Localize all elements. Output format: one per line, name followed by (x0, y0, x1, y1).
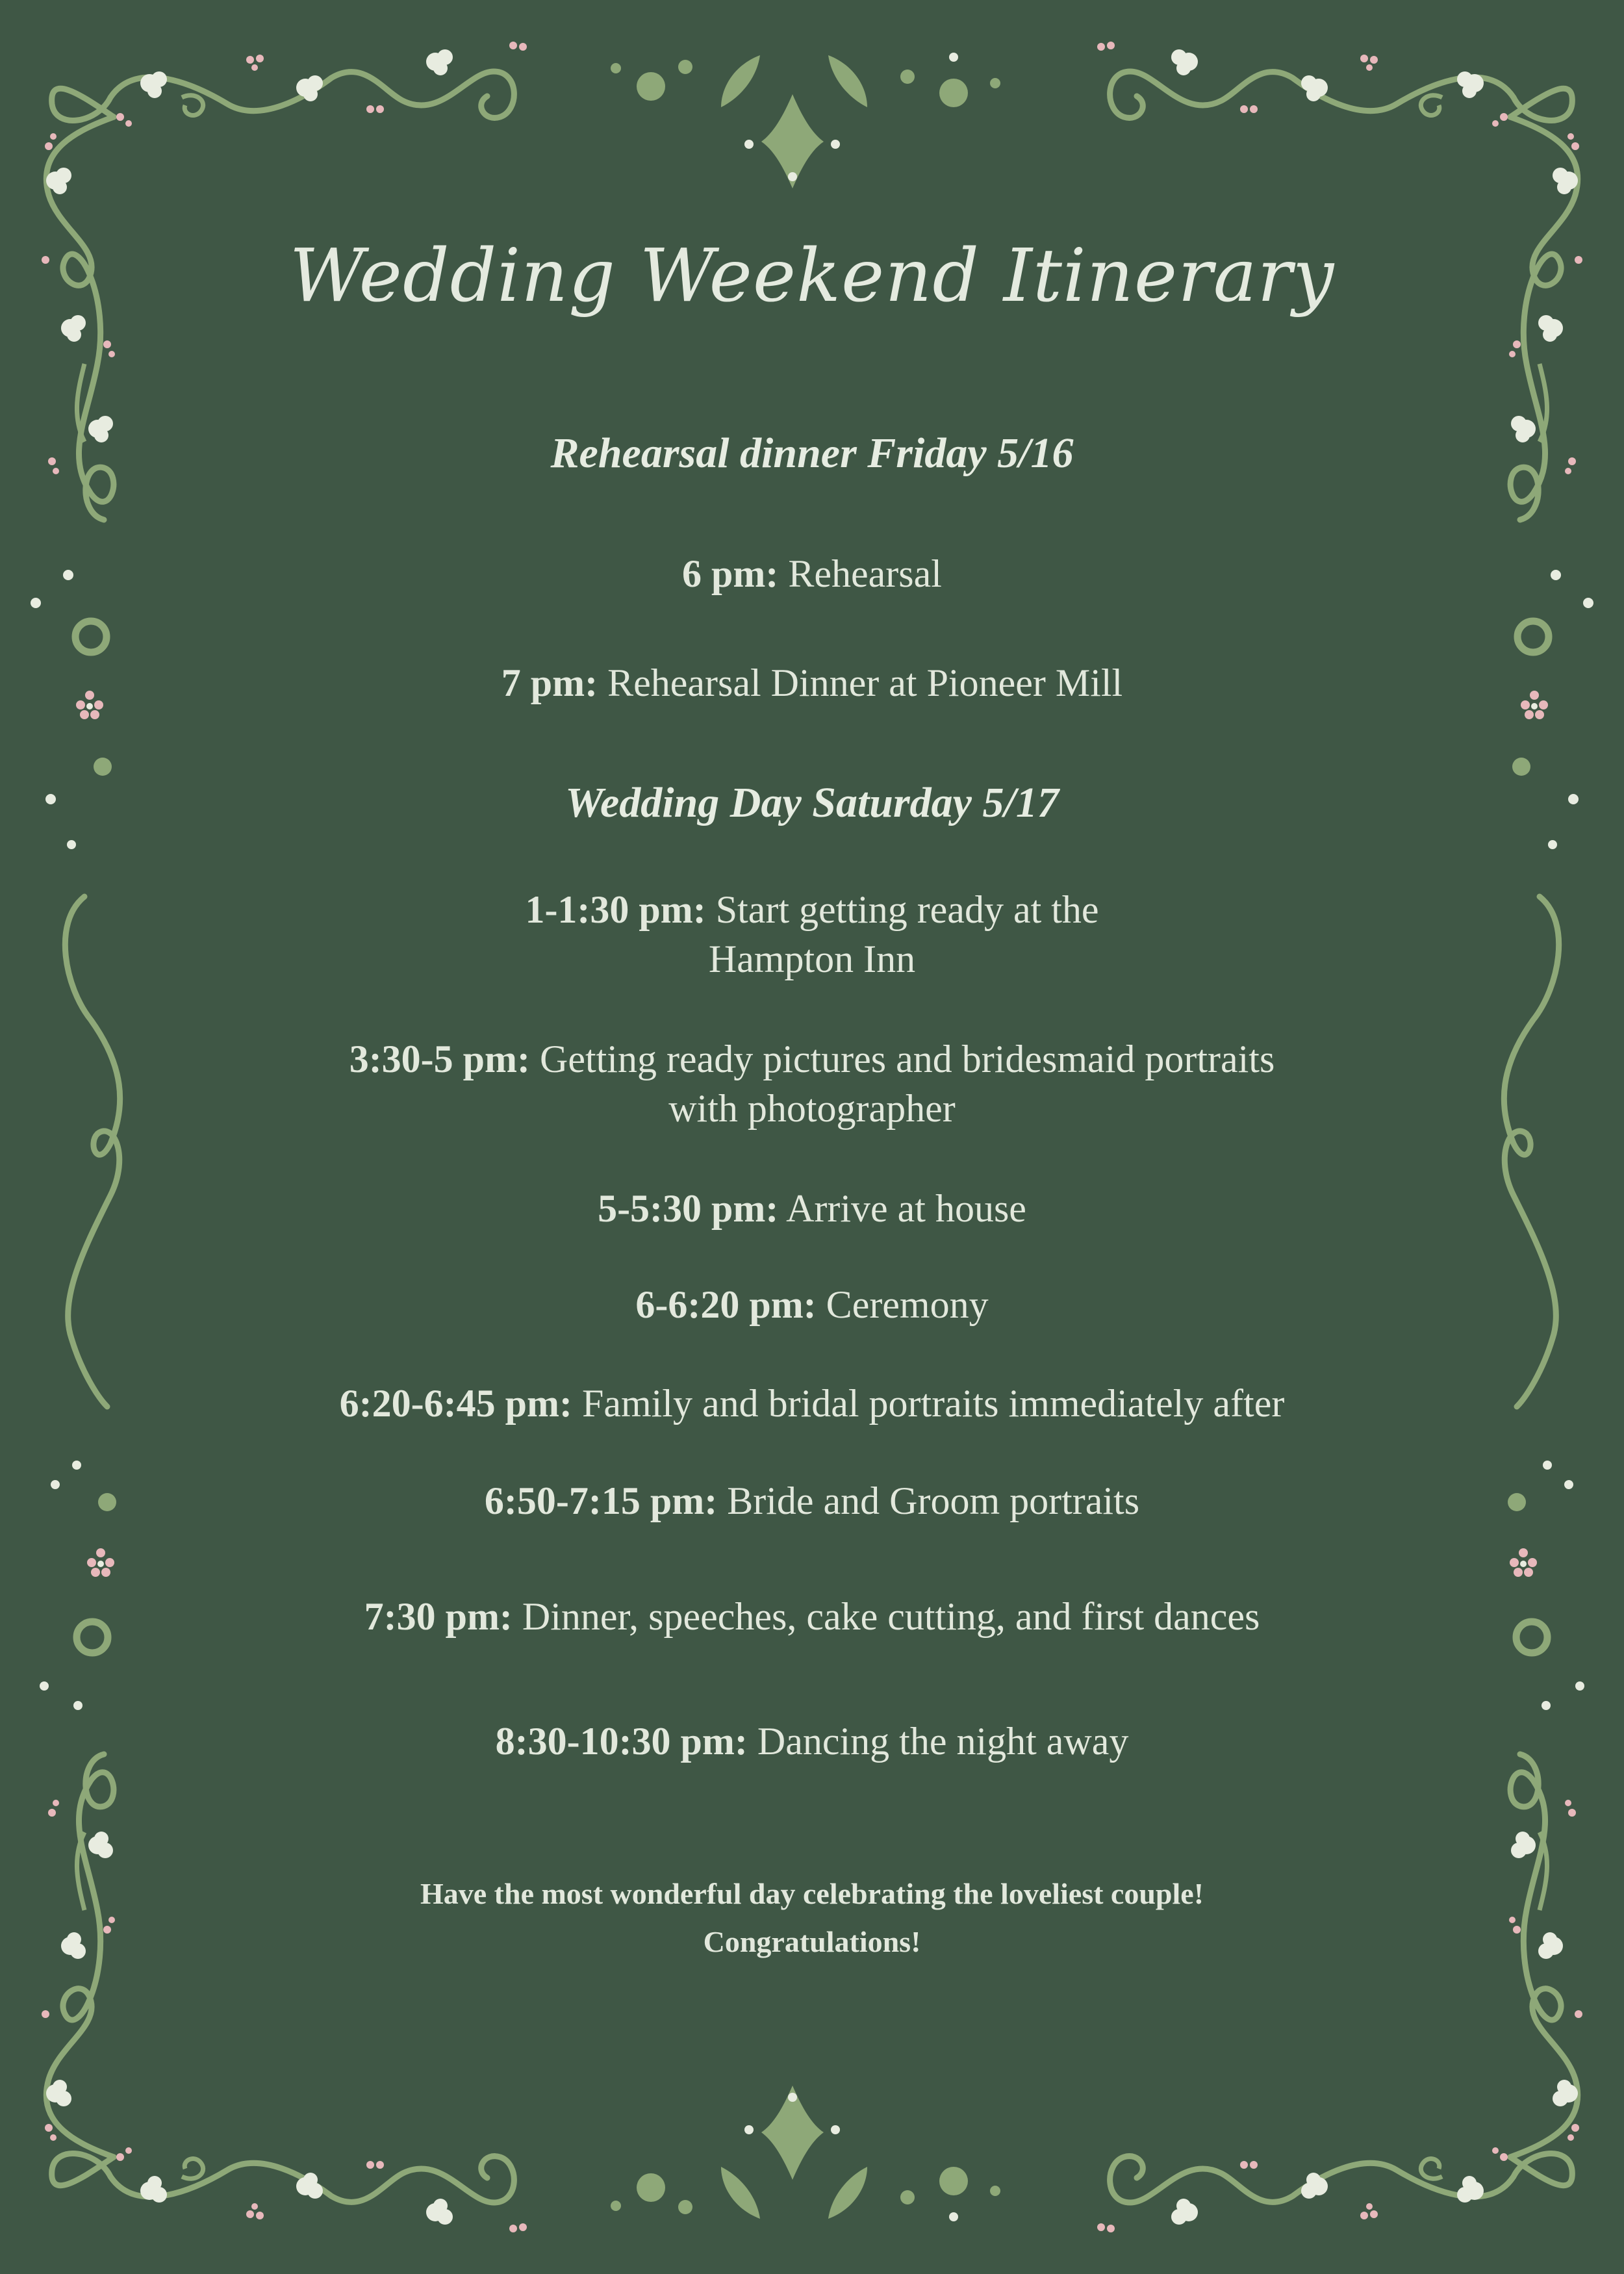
itinerary-item (195, 1034, 1429, 1133)
item-text: Getting ready pictures and bridesmaid portraits (539, 1038, 1275, 1080)
item-text: Rehearsal Dinner at Pioneer Mill (607, 661, 1123, 704)
closing-line-1: Have the most wonderful day celebrating the loveliest couple! (420, 1877, 1204, 1910)
itinerary-item (195, 885, 1429, 984)
item-text-line2: Hampton Inn (708, 938, 916, 980)
item-time: 6 pm: (682, 552, 779, 595)
closing-line-2: Congratulations! (703, 1925, 921, 1958)
item-time: 3:30-5 pm: (349, 1038, 530, 1080)
itinerary-item (195, 1717, 1429, 1766)
item-text-line2: with photographer (668, 1087, 956, 1130)
item-text: Bride and Groom portraits (727, 1479, 1140, 1522)
itinerary-item (195, 1280, 1429, 1329)
item-text: Rehearsal (788, 552, 942, 595)
item-time: 1-1:30 pm: (525, 888, 706, 931)
itinerary-item (195, 1184, 1429, 1233)
item-time: 6:50-7:15 pm: (484, 1479, 718, 1522)
page-title: Wedding Weekend Itinerary (289, 234, 1335, 318)
itinerary-item (195, 1592, 1429, 1641)
item-time: 8:30-10:30 pm: (495, 1720, 748, 1763)
itinerary-item (195, 1476, 1429, 1526)
item-text: Arrive at house (786, 1187, 1026, 1230)
closing-message (0, 1870, 1624, 1966)
item-time: 5-5:30 pm: (598, 1187, 779, 1230)
item-text: Family and bridal portraits immediately after (581, 1382, 1285, 1425)
itinerary-item (195, 658, 1429, 708)
item-time: 7:30 pm: (364, 1595, 513, 1638)
section-heading-wedding-day: Wedding Day Saturday 5/17 (565, 779, 1059, 826)
item-text: Start getting ready at the (715, 888, 1099, 931)
section-heading-rehearsal: Rehearsal dinner Friday 5/16 (550, 429, 1074, 477)
itinerary-item (195, 549, 1429, 598)
item-text: Dinner, speeches, cake cutting, and first dances (522, 1595, 1260, 1638)
item-time: 7 pm: (501, 661, 598, 704)
item-time: 6:20-6:45 pm: (339, 1382, 572, 1425)
item-text: Ceremony (826, 1283, 989, 1326)
item-time: 6-6:20 pm: (635, 1283, 817, 1326)
itinerary-item (195, 1379, 1429, 1428)
item-text: Dancing the night away (757, 1720, 1129, 1763)
